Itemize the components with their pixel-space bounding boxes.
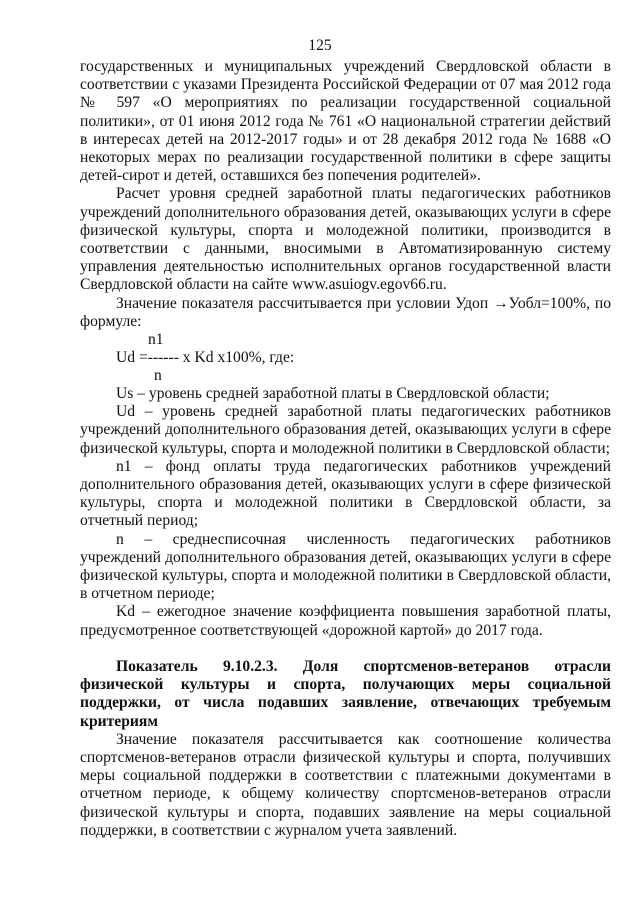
formula-block (80, 331, 611, 385)
section-heading: Показатель 9.10.2.3. Доля спортсменов-ветеранов отрасли физической культуры и спорта, получающих меры социальной поддержки, от числа подавших заявление, отвечающих требуемым критериям (80, 657, 611, 730)
page-number: 125 (308, 37, 332, 54)
definition-ud: Ud – уровень средней заработной платы педагогических работников учреждений дополнительного образования детей, оказывающих услуги в сфере физической культуры, спорта и молодежной политики в Свердловской области; (80, 403, 611, 457)
definition-us: Us – уровень средней заработной платы в Свердловской области; (116, 385, 550, 403)
definition-n1: n1 – фонд оплаты труда педагогических работников учреждений дополнительного образования детей, оказывающих услуги в сфере физической культуры, спорта и молодежной политики в Свердловской области, за отчетный период; (80, 457, 611, 530)
formula-intro-paragraph: Значение показателя рассчитывается при условии Удоп →Уобл=100%, по формуле: (80, 294, 611, 330)
formula-main-line: Ud =------ x Kd x100%, где: (116, 349, 295, 367)
intro-continuation-paragraph: государственных и муниципальных учреждений Свердловской области в соответствии с указами Президента Российской Федерации от 07 мая 2012 года № 597 «О мероприятиях по реализации государственной социальной политики», от 01 июня 2012 года № 761 «О национальной стратегии действий в интересах детей на 2012-2017 годы» и от 28 декабря 2012 года № 1688 «О некоторых мерах по реализации государственной политики в сфере защиты детей-сирот и детей, оставшихся без попечения родителей». (80, 58, 611, 185)
section-paragraph: Значение показателя рассчитывается как соотношение количества спортсменов-ветеранов отрасли физической культуры и спорта, получивших меры социальной поддержки в соответствии с платежными документами в отчетном периоде, к общему количеству спортсменов-ветеранов отрасли физической культуры и спорта, подавших заявление на меры социальной поддержки, в соответствии с журналом учета заявлений. (80, 730, 611, 839)
formula-denominator: n (154, 367, 162, 385)
definition-n: n – среднесписочная численность педагогических работников учреждений дополнительного образования детей, оказывающих услуги в сфере физической культуры, спорта и молодежной политики в Свердловской области, в отчетном периоде; (80, 530, 611, 603)
definition-kd: Kd – ежегодное значение коэффициента повышения заработной платы, предусмотренное соответствующей «дорожной картой» до 2017 года. (80, 603, 611, 639)
formula-numerator: n1 (148, 331, 164, 349)
page-body (80, 58, 611, 840)
calculation-paragraph: Расчет уровня средней заработной платы педагогических работников учреждений дополнительного образования детей, оказывающих услуги в сфере физической культуры, спорта и молодежной политики, производится в соответствии с данными, вносимыми в Автоматизированную систему управления деятельностью исполнительных органов государственной власти Свердловской области на сайте www.asuiogv.egov66.ru. (80, 185, 611, 294)
